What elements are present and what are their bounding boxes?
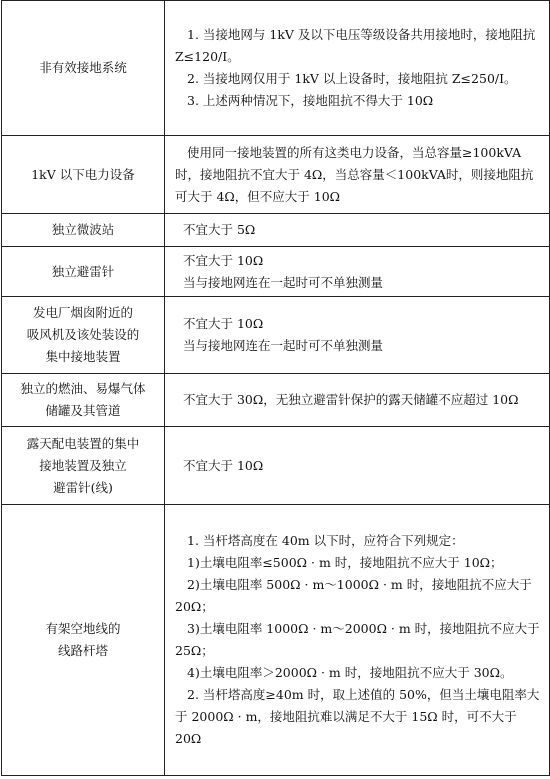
- equipment-name-cell: [2, 427, 165, 505]
- requirement-text: 2. 当接地网仅用于 1kV 以上设备时，接地阻抗 Z≤250/I。: [187, 71, 517, 86]
- requirement-text: 2. 当杆塔高度≥40m 时，取上述值的 50%，但当土壤电阻率大于 2000Ω · m，接地阻抗难以满足不大于 15Ω 时，可不大于 20Ω: [175, 687, 540, 746]
- requirement-text: 1. 当杆塔高度在 40m 以下时，应符合下列规定：: [187, 533, 464, 548]
- table-row: [2, 214, 550, 247]
- requirement-text: 不宜大于 30Ω，无独立避雷针保护的露天储罐不应超过 10Ω: [183, 392, 519, 407]
- requirement-text: 不宜大于 10Ω: [183, 316, 264, 331]
- requirement-text: 不宜大于 5Ω: [183, 222, 256, 237]
- requirement-text: 不宜大于 10Ω: [183, 252, 264, 268]
- equipment-name-cell: [2, 297, 165, 374]
- equipment-name: 有架空地线的: [45, 621, 121, 636]
- equipment-name-cell: [2, 1, 165, 136]
- requirement-cell: [165, 136, 550, 214]
- equipment-name-cell: [2, 136, 165, 214]
- requirement-cell: [165, 505, 550, 776]
- equipment-name: 集中接地装置: [45, 349, 121, 364]
- equipment-name: 独立微波站: [51, 222, 115, 237]
- table-row: [2, 247, 550, 297]
- table-row: [2, 374, 550, 427]
- requirement-text: 3)土壤电阻率 1000Ω · m～2000Ω · m 时，接地阻抗不应大于 25Ω；: [175, 621, 540, 658]
- table-row: [2, 297, 550, 374]
- requirement-cell: [165, 297, 550, 374]
- table-row: [2, 136, 550, 214]
- requirement-text: 不宜大于 10Ω: [183, 457, 264, 473]
- equipment-name: 线路杆塔: [57, 643, 108, 658]
- requirement-text: 3. 上述两种情况下，接地阻抗不得大于 10Ω: [187, 93, 434, 108]
- equipment-name: 1kV 以下电力设备: [31, 166, 135, 182]
- table-row: [2, 427, 550, 505]
- equipment-name-cell: [2, 374, 165, 427]
- requirement-cell: [165, 427, 550, 505]
- requirement-cell: [165, 374, 550, 427]
- equipment-name: 储罐及其管道: [45, 403, 121, 418]
- requirement-text: 1. 当接地网与 1kV 及以下电压等级设备共用接地时，接地阻抗 Z≤120/I。: [175, 27, 536, 64]
- requirement-cell: [165, 214, 550, 247]
- table-row: [2, 505, 550, 776]
- equipment-name: 非有效接地系统: [39, 60, 127, 75]
- requirement-text: 2)土壤电阻率 500Ω · m～1000Ω · m 时，接地阻抗不应大于 20Ω；: [175, 577, 532, 614]
- requirement-cell: [165, 247, 550, 297]
- equipment-name: 露天配电装置的集中: [26, 435, 140, 451]
- equipment-name-cell: [2, 247, 165, 297]
- equipment-name: 独立的燃油、易爆气体: [20, 381, 146, 396]
- requirement-text: 1)土壤电阻率≤500Ω · m 时，接地阻抗不应大于 10Ω；: [187, 555, 503, 570]
- equipment-name-cell: [2, 505, 165, 776]
- grounding-resistance-table: [1, 0, 550, 776]
- equipment-name-cell: [2, 214, 165, 247]
- equipment-name: 接地装置及独立: [39, 457, 127, 473]
- requirement-text: 当与接地网连在一起时可不单独测量: [183, 338, 384, 353]
- equipment-name: 发电厂烟囱附近的: [32, 305, 133, 320]
- equipment-name: 吸风机及该处装设的: [26, 327, 140, 342]
- requirement-text: 使用同一接地装置的所有这类电力设备，当总容量≥100kVA时，接地阻抗不宜大于 4Ω，当总容量＜100kVA时，则接地阻抗可大于 4Ω，但不应大于 10Ω: [175, 144, 534, 204]
- equipment-name: 独立避雷针: [51, 263, 115, 279]
- table-row: [2, 1, 550, 136]
- requirement-text: 4)土壤电阻率＞2000Ω · m 时，接地阻抗不应大于 30Ω。: [187, 665, 513, 680]
- requirement-cell: [165, 1, 550, 136]
- requirement-text: 当与接地网连在一起时可不单独测量: [183, 274, 384, 290]
- equipment-name: 避雷针(线): [53, 479, 113, 495]
